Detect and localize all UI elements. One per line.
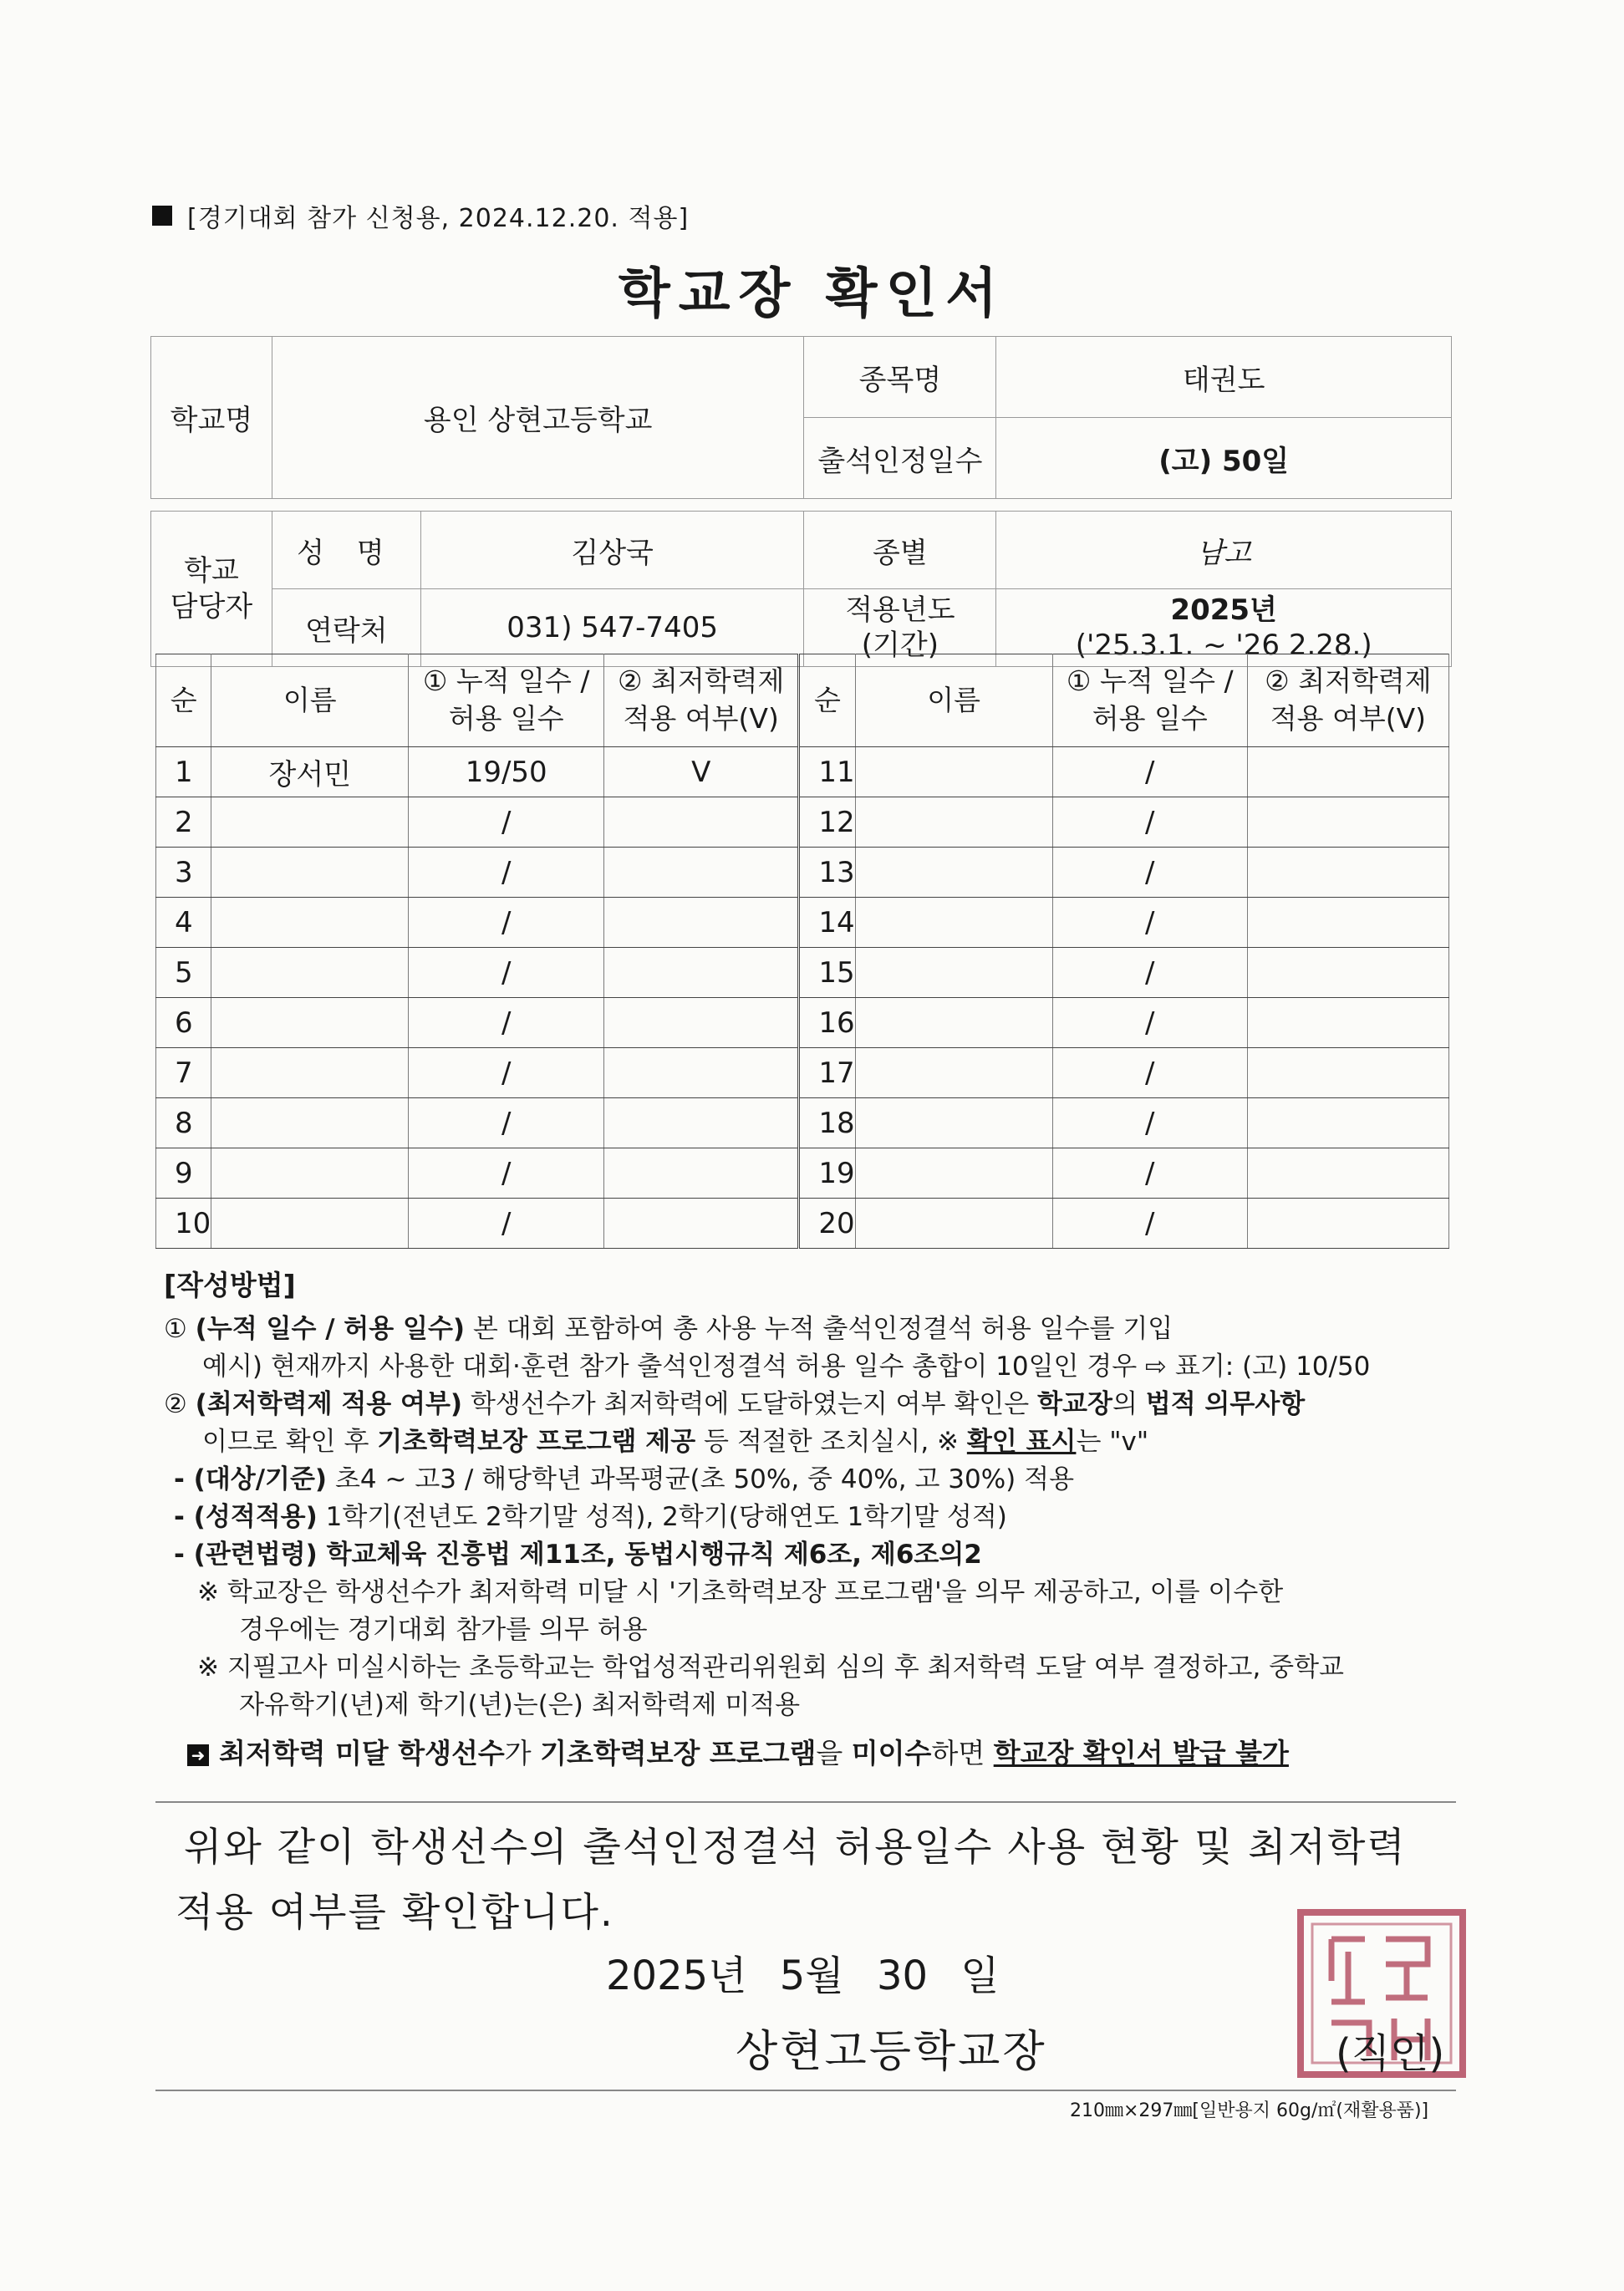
declaration-line2: 적용 여부를 확인합니다.	[176, 1890, 614, 1936]
instruction-line	[164, 1423, 1451, 1461]
instruction-bold: - (관련법령)	[174, 1540, 318, 1570]
circle-two: ②	[164, 1389, 187, 1419]
days-cell: /	[409, 848, 604, 898]
days-cell: /	[1052, 948, 1247, 998]
year-value-main: 2025년	[1170, 593, 1277, 627]
paper-spec-footnote: 210㎜×297㎜[일반용지 60g/㎡(재활용품)]	[1070, 2100, 1429, 2121]
seal-label: (직인)	[1336, 2030, 1445, 2077]
table-row	[156, 1048, 1449, 1098]
athlete-name	[211, 1148, 409, 1199]
instruction-line: 자유학기(년)제 학기(년)는(은) 최저학력제 미적용	[239, 1690, 801, 1720]
min-check-cell	[1247, 848, 1448, 898]
instruction-line	[164, 1499, 1451, 1536]
days-cell: /	[1052, 1199, 1247, 1249]
table-row	[156, 1148, 1449, 1199]
days-cell: /	[1052, 1098, 1247, 1148]
header-days-2-line2: 허용 일수	[1092, 702, 1208, 735]
min-check-cell: V	[604, 747, 799, 797]
days-cell: /	[409, 1199, 604, 1249]
arrow-right-icon: ➜	[187, 1744, 209, 1766]
instruction-text: 본 대회 포함하여 총 사용 누적 출석인정결석 허용 일수를 기입	[465, 1314, 1173, 1344]
instruction-text: 는 "v"	[1076, 1427, 1149, 1457]
days-cell: /	[409, 948, 604, 998]
table-row	[156, 797, 1449, 848]
header-name: 이름	[211, 654, 409, 747]
instruction-bold: - (성적적용)	[174, 1502, 318, 1532]
header-min-2-line1: ② 최저학력제	[1265, 664, 1432, 698]
row-number: 13	[799, 848, 855, 898]
instruction-line: 경우에는 경기대회 참가를 의무 허용	[239, 1615, 648, 1645]
signer-name: 상현고등학교장	[736, 2027, 1047, 2077]
athlete-name	[855, 1199, 1052, 1249]
days-cell: /	[1052, 1148, 1247, 1199]
table-row	[156, 848, 1449, 898]
row-number: 4	[156, 898, 211, 948]
gender-value: 남고	[996, 512, 1452, 589]
row-number: 8	[156, 1098, 211, 1148]
header-days	[409, 654, 604, 747]
header-days-line2: 허용 일수	[448, 702, 564, 735]
athlete-name	[855, 1098, 1052, 1148]
days-cell: /	[409, 1098, 604, 1148]
row-number: 16	[799, 998, 855, 1048]
black-square-icon	[152, 206, 172, 226]
instruction-bold: 확인 표시	[966, 1427, 1077, 1457]
athlete-name	[855, 898, 1052, 948]
table-row	[156, 1098, 1449, 1148]
min-check-cell	[604, 998, 799, 1048]
header-seq: 순	[156, 654, 211, 747]
header-min-line1: ② 최저학력제	[617, 664, 785, 698]
days-cell: /	[1052, 797, 1247, 848]
athlete-name	[855, 948, 1052, 998]
table-row	[156, 998, 1449, 1048]
min-check-cell	[1247, 1048, 1448, 1098]
school-name: 용인 상현고등학교	[272, 337, 804, 499]
row-number: 9	[156, 1148, 211, 1199]
athlete-name	[855, 998, 1052, 1048]
sport-value: 태권도	[996, 337, 1452, 418]
athlete-name	[855, 797, 1052, 848]
instruction-line	[164, 1536, 1451, 1574]
min-check-cell	[604, 848, 799, 898]
athlete-name	[211, 1098, 409, 1148]
table-row	[156, 747, 1449, 797]
declaration-line1: 위와 같이 학생선수의 출석인정결석 허용일수 사용 현황 및 최저학력	[184, 1825, 1407, 1871]
instructions	[164, 1266, 1451, 1772]
days-cell: /	[1052, 898, 1247, 948]
instruction-text: 의	[1112, 1389, 1146, 1419]
athlete-name	[211, 898, 409, 948]
name-value: 김상국	[420, 512, 804, 589]
instruction-line	[164, 1461, 1451, 1499]
min-check-cell	[1247, 998, 1448, 1048]
min-check-cell	[604, 1148, 799, 1199]
instruction-bold: 학교장	[1037, 1389, 1112, 1419]
row-number: 2	[156, 797, 211, 848]
circle-one: ①	[164, 1314, 187, 1344]
min-check-cell	[1247, 948, 1448, 998]
instruction-line: 예시) 현재까지 사용한 대회·훈련 참가 출석인정결석 허용 일수 총합이 10일인 경우 ⇨ 표기: (고) 10/50	[202, 1352, 1371, 1382]
instruction-warning	[164, 1734, 1451, 1772]
header-min-line2: 적용 여부(V)	[623, 702, 779, 735]
instructions-heading: [작성방법]	[164, 1269, 296, 1301]
attendance-label: 출석인정일수	[804, 418, 996, 499]
min-check-cell	[1247, 1098, 1448, 1148]
info-table	[150, 336, 1452, 667]
instruction-text: 1학기(전년도 2학기말 성적), 2학기(당해연도 1학기말 성적)	[317, 1502, 1007, 1532]
min-check-cell	[604, 797, 799, 848]
min-check-cell	[604, 1199, 799, 1249]
days-cell: 19/50	[409, 747, 604, 797]
min-check-cell	[604, 1098, 799, 1148]
athlete-name	[211, 998, 409, 1048]
days-cell: /	[1052, 998, 1247, 1048]
days-cell: /	[409, 1048, 604, 1098]
instruction-bold: 미이수	[851, 1737, 932, 1769]
athlete-table	[155, 654, 1449, 1249]
attendance-value: (고) 50일	[996, 418, 1452, 499]
days-cell: /	[1052, 1048, 1247, 1098]
table-header-row	[156, 654, 1449, 747]
header-min	[604, 654, 799, 747]
athlete-name	[211, 797, 409, 848]
instruction-text: 초4 ~ 고3 / 해당학년 과목평균(초 50%, 중 40%, 고 30%) 적용	[327, 1464, 1075, 1494]
instruction-text: 학교체육 진흥법 제11조, 동법시행규칙 제6조, 제6조의2	[317, 1540, 982, 1570]
header-note: [경기대회 참가 신청용, 2024.12.20. 적용]	[152, 197, 689, 234]
table-row	[156, 898, 1449, 948]
year-label-line1: 적용년도	[845, 593, 955, 627]
min-check-cell	[1247, 898, 1448, 948]
sport-label: 종목명	[804, 337, 996, 418]
days-cell: /	[409, 998, 604, 1048]
header-days-2	[1052, 654, 1247, 747]
instruction-text: 을	[816, 1737, 852, 1769]
year-period: ('25.3.1. ~ '26 2.28.)	[1075, 629, 1372, 662]
gender-label: 종별	[804, 512, 996, 589]
name-label: 성 명	[272, 512, 420, 589]
contact-value: 031) 547-7405	[420, 589, 804, 667]
row-number: 19	[799, 1148, 855, 1199]
year-label-line2: (기간)	[861, 629, 939, 662]
manager-label-line2: 담당자	[170, 589, 253, 624]
athlete-name	[211, 948, 409, 998]
days-cell: /	[409, 797, 604, 848]
instruction-text: 가	[504, 1737, 541, 1769]
header-days-line1: ① 누적 일수 /	[422, 664, 590, 698]
days-cell: /	[1052, 848, 1247, 898]
min-check-cell	[1247, 747, 1448, 797]
athlete-name	[211, 1199, 409, 1249]
issue-date: 2025년 5월 30 일	[606, 1952, 1000, 1999]
school-label: 학교명	[151, 337, 272, 499]
instruction-bold: 법적 의무사항	[1145, 1389, 1306, 1419]
athlete-name	[211, 848, 409, 898]
instruction-text: 등 적절한 조치실시, ※	[695, 1427, 967, 1457]
min-check-cell	[604, 898, 799, 948]
athlete-name	[855, 848, 1052, 898]
min-check-cell	[1247, 1148, 1448, 1199]
min-check-cell	[1247, 1199, 1448, 1249]
athlete-name	[855, 1148, 1052, 1199]
row-number: 5	[156, 948, 211, 998]
days-cell: /	[409, 1148, 604, 1199]
min-check-cell	[1247, 797, 1448, 848]
row-number: 1	[156, 747, 211, 797]
min-check-cell	[604, 948, 799, 998]
athlete-name: 장서민	[211, 747, 409, 797]
declaration	[176, 1815, 1454, 1946]
row-number: 14	[799, 898, 855, 948]
athlete-name	[855, 1048, 1052, 1098]
row-number: 10	[156, 1199, 211, 1249]
divider	[155, 1801, 1456, 1803]
instruction-bold: (누적 일수 / 허용 일수)	[195, 1314, 466, 1344]
instruction-line: ※ 학교장은 학생선수가 최저학력 미달 시 '기초학력보장 프로그램'을 의무 제공하고, 이를 이수한	[197, 1577, 1284, 1607]
min-check-cell	[604, 1048, 799, 1098]
header-seq-2: 순	[799, 654, 855, 747]
page-title: 학교장 확인서	[618, 263, 1006, 325]
header-name-2: 이름	[855, 654, 1052, 747]
instruction-text: 이므로 확인 후	[202, 1427, 378, 1457]
header-days-2-line1: ① 누적 일수 /	[1066, 664, 1234, 698]
instruction-text: 학생선수가 최저학력에 도달하였는지 여부 확인은	[462, 1389, 1038, 1419]
header-min-2	[1247, 654, 1448, 747]
instruction-text: 하면	[931, 1737, 994, 1769]
instruction-line: ※ 지필고사 미실시하는 초등학교는 학업성적관리위원회 심의 후 최저학력 도달 여부 결정하고, 중학교	[197, 1652, 1345, 1683]
row-number: 17	[799, 1048, 855, 1098]
instruction-bold: (최저학력제 적용 여부)	[195, 1389, 463, 1419]
days-cell: /	[409, 898, 604, 948]
instruction-bold: 최저학력 미달 학생선수	[219, 1737, 505, 1769]
instruction-bold: 기초학력보장 프로그램 제공	[377, 1427, 696, 1457]
instruction-line	[164, 1311, 1451, 1348]
row-number: 12	[799, 797, 855, 848]
row-number: 7	[156, 1048, 211, 1098]
row-number: 20	[799, 1199, 855, 1249]
manager-label	[151, 512, 272, 667]
manager-label-line1: 학교	[184, 554, 239, 588]
contact-label: 연락처	[272, 589, 420, 667]
instruction-line	[164, 1386, 1451, 1423]
athlete-name	[855, 747, 1052, 797]
header-min-2-line2: 적용 여부(V)	[1270, 702, 1427, 735]
instruction-bold: - (대상/기준)	[174, 1464, 328, 1494]
table-row	[156, 948, 1449, 998]
bottom-divider	[155, 2090, 1456, 2091]
athlete-name	[211, 1048, 409, 1098]
row-number: 6	[156, 998, 211, 1048]
days-cell: /	[1052, 747, 1247, 797]
row-number: 15	[799, 948, 855, 998]
row-number: 18	[799, 1098, 855, 1148]
spacer-row	[151, 499, 1452, 512]
instruction-bold: 학교장 확인서 발급 불가	[993, 1737, 1289, 1769]
instruction-bold: 기초학력보장 프로그램	[540, 1737, 817, 1769]
row-number: 11	[799, 747, 855, 797]
row-number: 3	[156, 848, 211, 898]
table-row	[156, 1199, 1449, 1249]
